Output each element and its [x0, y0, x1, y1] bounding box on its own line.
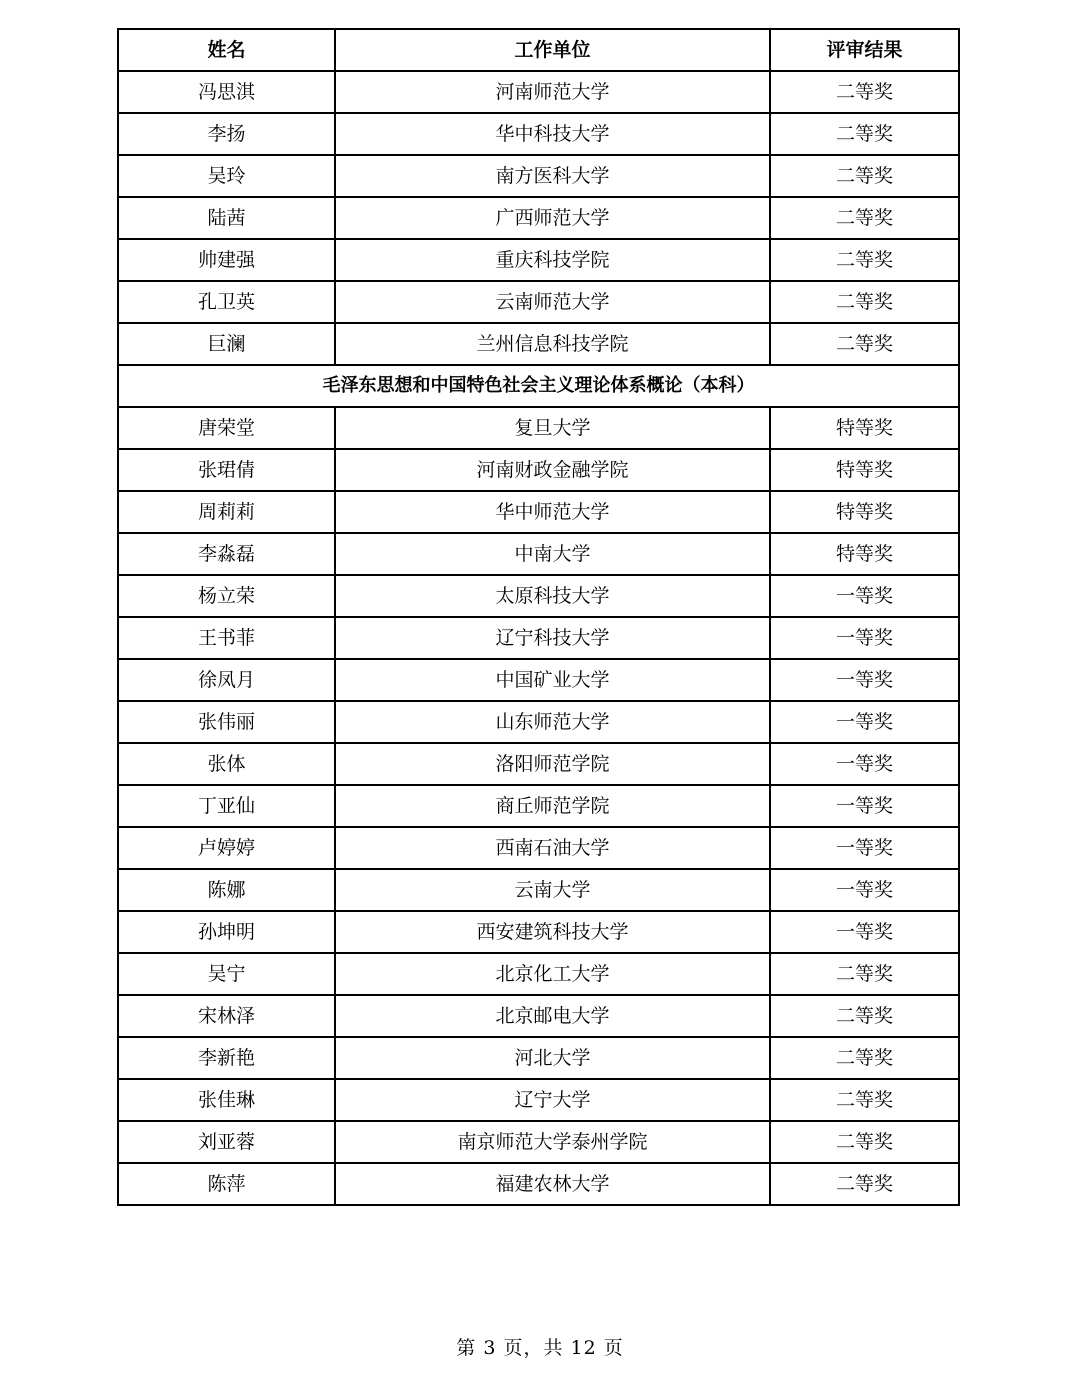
cell-unit: 中国矿业大学 — [335, 659, 770, 701]
cell-result: 一等奖 — [770, 701, 959, 743]
table-row — [118, 239, 959, 281]
table-row — [118, 1079, 959, 1121]
table-row — [118, 995, 959, 1037]
table-row — [118, 785, 959, 827]
table-body-after — [118, 407, 959, 1205]
cell-unit: 河北大学 — [335, 1037, 770, 1079]
cell-result: 二等奖 — [770, 1163, 959, 1205]
cell-name: 张体 — [118, 743, 335, 785]
cell-name: 陈萍 — [118, 1163, 335, 1205]
cell-name: 孙坤明 — [118, 911, 335, 953]
column-header-result: 评审结果 — [770, 29, 959, 71]
cell-result: 二等奖 — [770, 995, 959, 1037]
table-row — [118, 659, 959, 701]
cell-name: 帅建强 — [118, 239, 335, 281]
cell-unit: 辽宁科技大学 — [335, 617, 770, 659]
cell-name: 陈娜 — [118, 869, 335, 911]
cell-result: 特等奖 — [770, 449, 959, 491]
table-row — [118, 71, 959, 113]
cell-unit: 广西师范大学 — [335, 197, 770, 239]
table-header-row — [118, 29, 959, 71]
cell-unit: 兰州信息科技学院 — [335, 323, 770, 365]
cell-unit: 辽宁大学 — [335, 1079, 770, 1121]
award-table — [117, 28, 960, 1206]
cell-unit: 华中科技大学 — [335, 113, 770, 155]
table-row — [118, 155, 959, 197]
table-body-before — [118, 71, 959, 365]
cell-name: 张伟丽 — [118, 701, 335, 743]
cell-result: 一等奖 — [770, 743, 959, 785]
cell-name: 陆茜 — [118, 197, 335, 239]
table-row — [118, 953, 959, 995]
cell-result: 特等奖 — [770, 491, 959, 533]
table-row — [118, 197, 959, 239]
cell-unit: 西南石油大学 — [335, 827, 770, 869]
table-row — [118, 1121, 959, 1163]
cell-name: 宋林泽 — [118, 995, 335, 1037]
cell-unit: 北京化工大学 — [335, 953, 770, 995]
cell-unit: 云南大学 — [335, 869, 770, 911]
table-row — [118, 407, 959, 449]
section-header — [118, 365, 959, 407]
cell-unit: 洛阳师范学院 — [335, 743, 770, 785]
cell-result: 二等奖 — [770, 281, 959, 323]
table-row — [118, 449, 959, 491]
table-row — [118, 575, 959, 617]
cell-unit: 重庆科技学院 — [335, 239, 770, 281]
cell-name: 丁亚仙 — [118, 785, 335, 827]
cell-unit: 商丘师范学院 — [335, 785, 770, 827]
table-row — [118, 491, 959, 533]
cell-unit: 南方医科大学 — [335, 155, 770, 197]
cell-name: 唐荣堂 — [118, 407, 335, 449]
cell-name: 李新艳 — [118, 1037, 335, 1079]
table-row — [118, 869, 959, 911]
cell-name: 张佳琳 — [118, 1079, 335, 1121]
cell-unit: 复旦大学 — [335, 407, 770, 449]
cell-result: 二等奖 — [770, 239, 959, 281]
cell-name: 吴玲 — [118, 155, 335, 197]
cell-result: 二等奖 — [770, 1079, 959, 1121]
table-row — [118, 911, 959, 953]
cell-name: 卢婷婷 — [118, 827, 335, 869]
table-row — [118, 323, 959, 365]
cell-name: 冯思淇 — [118, 71, 335, 113]
cell-name: 吴宁 — [118, 953, 335, 995]
cell-unit: 河南师范大学 — [335, 71, 770, 113]
cell-result: 二等奖 — [770, 71, 959, 113]
cell-name: 巨澜 — [118, 323, 335, 365]
cell-unit: 南京师范大学泰州学院 — [335, 1121, 770, 1163]
cell-unit: 太原科技大学 — [335, 575, 770, 617]
cell-result: 特等奖 — [770, 533, 959, 575]
table-row — [118, 701, 959, 743]
cell-name: 刘亚蓉 — [118, 1121, 335, 1163]
table-row — [118, 533, 959, 575]
cell-result: 一等奖 — [770, 911, 959, 953]
cell-result: 二等奖 — [770, 113, 959, 155]
cell-unit: 北京邮电大学 — [335, 995, 770, 1037]
cell-result: 一等奖 — [770, 827, 959, 869]
cell-result: 一等奖 — [770, 785, 959, 827]
section-title: 毛泽东思想和中国特色社会主义理论体系概论（本科） — [118, 365, 959, 407]
cell-result: 一等奖 — [770, 659, 959, 701]
cell-unit: 西安建筑科技大学 — [335, 911, 770, 953]
table-row — [118, 1037, 959, 1079]
cell-name: 李扬 — [118, 113, 335, 155]
cell-result: 一等奖 — [770, 575, 959, 617]
section-title-row — [118, 365, 959, 407]
cell-result: 一等奖 — [770, 869, 959, 911]
cell-result: 二等奖 — [770, 953, 959, 995]
table-row — [118, 281, 959, 323]
cell-name: 王书菲 — [118, 617, 335, 659]
page-number-footer: 第 3 页，共 12 页 — [456, 1337, 624, 1359]
table-row — [118, 827, 959, 869]
cell-result: 二等奖 — [770, 323, 959, 365]
table-row — [118, 617, 959, 659]
cell-result: 一等奖 — [770, 617, 959, 659]
column-header-name: 姓名 — [118, 29, 335, 71]
cell-name: 杨立荣 — [118, 575, 335, 617]
table-row — [118, 1163, 959, 1205]
cell-unit: 河南财政金融学院 — [335, 449, 770, 491]
cell-unit: 华中师范大学 — [335, 491, 770, 533]
table-row — [118, 743, 959, 785]
table-row — [118, 113, 959, 155]
cell-result: 二等奖 — [770, 155, 959, 197]
cell-unit: 山东师范大学 — [335, 701, 770, 743]
cell-result: 特等奖 — [770, 407, 959, 449]
cell-unit: 云南师范大学 — [335, 281, 770, 323]
cell-unit: 福建农林大学 — [335, 1163, 770, 1205]
cell-result: 二等奖 — [770, 1037, 959, 1079]
cell-name: 孔卫英 — [118, 281, 335, 323]
cell-result: 二等奖 — [770, 197, 959, 239]
cell-result: 二等奖 — [770, 1121, 959, 1163]
cell-name: 周莉莉 — [118, 491, 335, 533]
cell-name: 李淼磊 — [118, 533, 335, 575]
cell-name: 徐凤月 — [118, 659, 335, 701]
cell-unit: 中南大学 — [335, 533, 770, 575]
cell-name: 张珺倩 — [118, 449, 335, 491]
column-header-unit: 工作单位 — [335, 29, 770, 71]
